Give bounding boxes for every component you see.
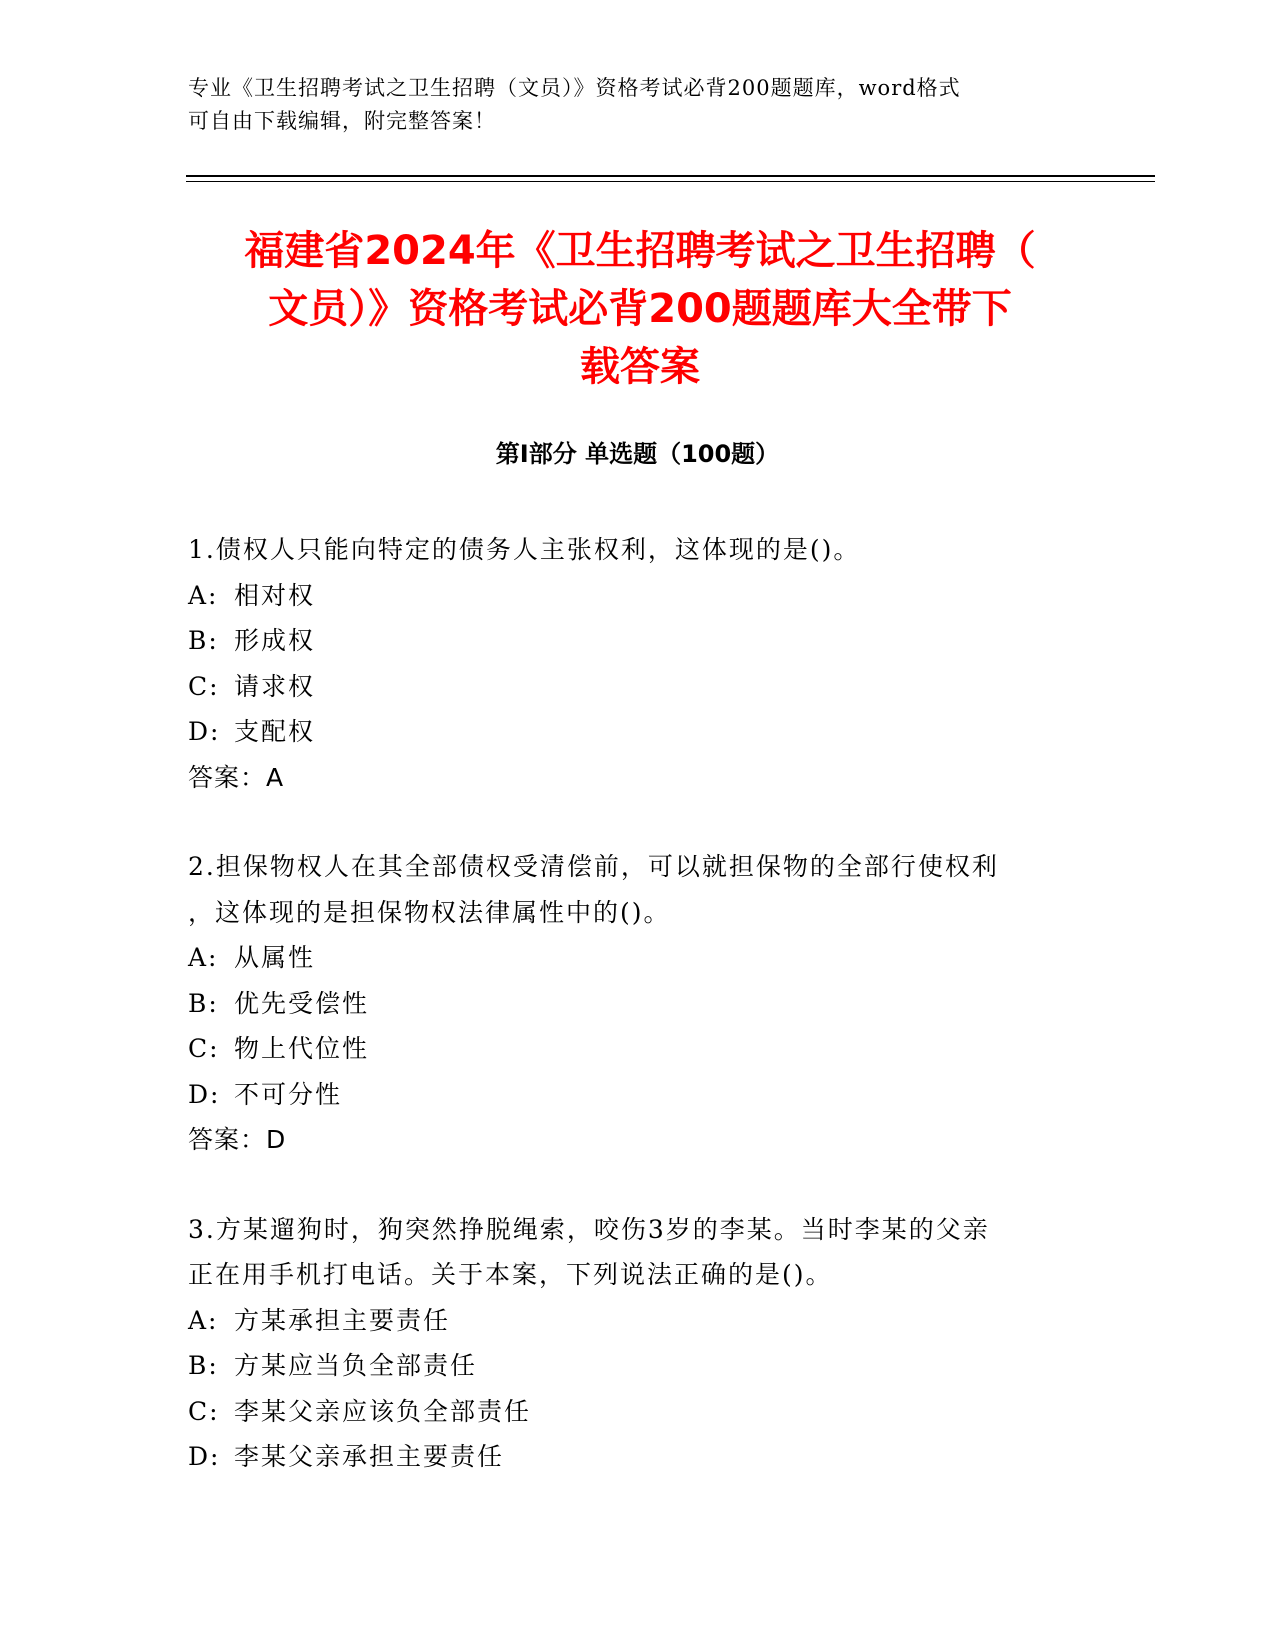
- option-text: 李某父亲应该负全部责任: [234, 1396, 532, 1426]
- header-note-line-1: 专业《卫生招聘考试之卫生招聘（文员）》资格考试必背200题题库，word格式: [188, 76, 961, 100]
- option-letter: B:: [188, 626, 219, 655]
- option-letter: A:: [188, 580, 219, 610]
- option-letter: B:: [188, 1351, 219, 1380]
- answer-line: 答案：A: [188, 762, 285, 792]
- option-letter: C:: [188, 1396, 220, 1426]
- header-note-line-2: 可自由下载编辑，附完整答案！: [188, 109, 496, 133]
- question-stem-line-1: 2.担保物权人在其全部债权受清偿前，可以就担保物的全部行使权利: [188, 852, 999, 881]
- option-text: 方某承担主要责任: [234, 1305, 451, 1335]
- header-divider-thick: [186, 175, 1155, 177]
- option-b: [188, 1343, 1068, 1389]
- option-c: [188, 1026, 1068, 1072]
- option-c: [188, 1389, 1068, 1435]
- option-text: 方某应当负全部责任: [234, 1351, 478, 1380]
- option-b: [188, 981, 1068, 1027]
- option-a: [188, 1298, 1068, 1344]
- option-letter: D:: [188, 717, 221, 746]
- option-letter: A:: [188, 1305, 219, 1335]
- option-text: 不可分性: [234, 1079, 343, 1109]
- question-stem: 1.债权人只能向特定的债务人主张权利，这体现的是()。: [188, 535, 861, 564]
- option-letter: B:: [188, 988, 219, 1018]
- document-title-line-3: 载答案: [580, 344, 700, 390]
- option-c: [188, 664, 1068, 710]
- option-letter: D:: [188, 1442, 221, 1471]
- option-text: 优先受偿性: [234, 988, 370, 1018]
- answer-line: 答案：D: [188, 1125, 287, 1154]
- document-title-line-1: 福建省2024年《卫生招聘考试之卫生招聘（: [244, 228, 1036, 274]
- question-2: [188, 844, 1068, 1163]
- option-d: [188, 1434, 1068, 1480]
- section-title: 第Ⅰ部分 单选题（100题）: [495, 440, 780, 468]
- option-text: 相对权: [234, 580, 316, 610]
- option-letter: C:: [188, 671, 220, 701]
- option-letter: A:: [188, 943, 219, 972]
- question-3: [188, 1207, 1068, 1480]
- question-list: [188, 527, 1068, 1480]
- option-text: 形成权: [234, 626, 316, 655]
- question-1: [188, 527, 1068, 800]
- document-title-line-2: 文员）》资格考试必背200题题库大全带下: [268, 286, 1012, 332]
- header-note: [188, 72, 1068, 138]
- option-text: 李某父亲承担主要责任: [234, 1442, 505, 1471]
- option-letter: C:: [188, 1034, 220, 1063]
- question-stem-line-1: 3.方某遛狗时，狗突然挣脱绳索，咬伤3岁的李某。当时李某的父亲: [188, 1214, 990, 1244]
- option-a: [188, 935, 1068, 981]
- question-stem-line-2: 正在用手机打电话。关于本案，下列说法正确的是()。: [188, 1260, 833, 1289]
- option-text: 从属性: [234, 943, 316, 972]
- question-stem-line-2: ，这体现的是担保物权法律属性中的()。: [188, 897, 671, 927]
- option-d: [188, 709, 1068, 755]
- option-text: 物上代位性: [234, 1034, 370, 1063]
- document-title: [170, 222, 1110, 396]
- header-divider-thin: [186, 181, 1155, 182]
- option-b: [188, 618, 1068, 664]
- option-letter: D:: [188, 1079, 221, 1109]
- option-a: [188, 573, 1068, 619]
- option-text: 支配权: [234, 717, 316, 746]
- option-text: 请求权: [234, 671, 316, 701]
- option-d: [188, 1072, 1068, 1118]
